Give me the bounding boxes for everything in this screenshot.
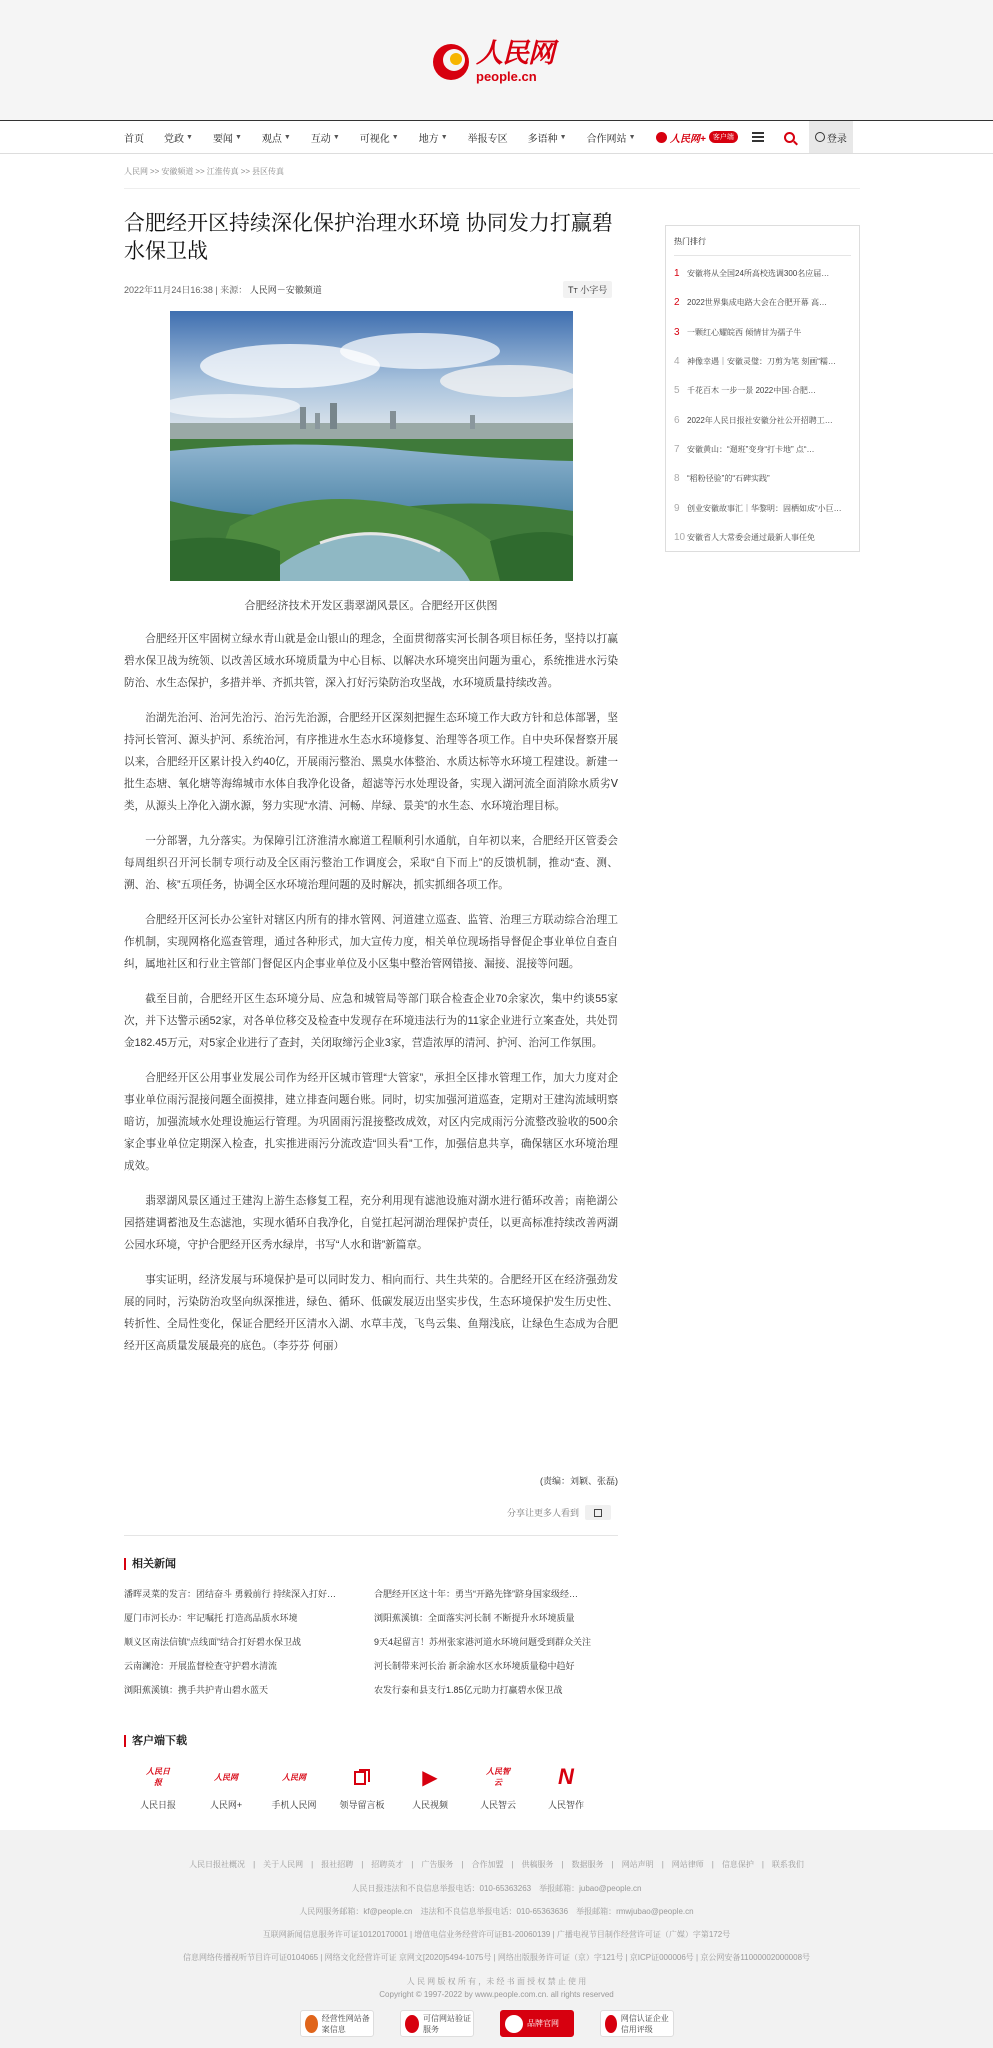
article-paragraph: 翡翠湖风景区通过王建沟上游生态修复工程，充分利用现有滤池设施对湖水进行循环改善；南艳湖公园搭建调蓄池及生态滤池，实现水循环自我净化，自觉扛起河湖治理保护责任，以更高标准持续改善两湖公园水环境，守护合肥经开区秀水绿岸，书写“人水和谐”新篇章。 [124, 1195, 618, 1251]
footer-link-separator: | [761, 1860, 764, 1869]
hot-ranking-item[interactable] [674, 435, 851, 464]
footer-link[interactable]: 网站律师 [671, 1860, 704, 1869]
nav-item-label: 党政 [164, 133, 184, 145]
footer-copyright-en: Copyright © 1997-2022 by www.people.com.cn. all rights reserved [379, 1990, 614, 1999]
chevron-down-icon: ▼ [440, 133, 448, 141]
article-paragraph: 事实证明，经济发展与环境保护是可以同时发力、相向而行、共生共荣的。合肥经开区在经济强劲发展的同时，污染防治攻坚向纵深推进，绿色、循环、低碳发展迈出坚实步伐，生态环境保护发生历史性、转折性、全局性变化，保证合肥经开区清水入湖、水草丰茂，飞鸟云集、鱼翔浅底，让绿色生态成为合肥经开区高质量发展最亮的底色。（李芬芬 何丽） [124, 1274, 618, 1352]
footer-report-line: 人民日报违法和不良信息举报电话：010-65363263 举报邮箱：jubao@people.cn [351, 1884, 642, 1893]
people-daily-icon: 人民日报 [146, 1767, 170, 1787]
menu-icon[interactable] [752, 132, 764, 142]
article-date: 2022年11月24日16:38 [124, 285, 213, 295]
site-footer [0, 1830, 993, 2048]
footer-link[interactable]: 合作加盟 [471, 1860, 504, 1869]
hot-ranking-link: 安徽省人大常委会通过最新人事任免 [687, 532, 815, 542]
app-name: 人民日报 [139, 1800, 176, 1810]
hot-ranking-item[interactable] [674, 318, 851, 347]
footer-link-separator: | [411, 1860, 414, 1869]
footer-badge[interactable] [400, 2010, 474, 2037]
related-news-link[interactable]: 河长制带来河长治 新余渝水区水环境质量稳中趋好 [374, 1661, 575, 1671]
app-name: 人民网+ [209, 1800, 243, 1810]
nav-item-0[interactable] [124, 130, 144, 145]
footer-license-line: 互联网新闻信息服务许可证10120170001 | 增值电信业务经营许可证B1-20060139 | 广播电视节目制作经营许可证（广媒）字第172号 [262, 1930, 731, 1939]
badge-emblem-icon [605, 2015, 617, 2033]
related-news-link[interactable]: 潘晖灵菜的发言：团结奋斗 勇毅前行 持续深入打好… [124, 1589, 337, 1599]
nav-item-label: 可视化 [359, 133, 390, 145]
footer-link-separator: | [461, 1860, 464, 1869]
article-paragraph: 合肥经开区公用事业发展公司作为经开区城市管理“大管家”，承担全区排水管理工作，加大力度对企事业单位雨污混接问题全面摸排，建立排查问题台账。同时，切实加强河道巡查，定期对王建沟流域明察暗访，加强流域水处理设施运行管理。为巩固雨污混接整改成效，对区内完成雨污分流整改验收的500余家企事业单位定期深入检查，扎实推进雨污分流改造“回头看”工作，加强信息共享，确保辖区水环境治理成效。 [124, 1072, 618, 1172]
hot-ranking-link: 2022世界集成电路大会在合肥开幕 高… [687, 298, 828, 308]
nav-item-9[interactable] [587, 130, 636, 145]
login-label: 登录 [826, 133, 847, 145]
hot-ranking-panel [665, 225, 860, 552]
footer-link[interactable]: 供稿服务 [521, 1860, 554, 1869]
footer-link-separator: | [311, 1860, 314, 1869]
footer-link[interactable]: 招聘英才 [371, 1860, 404, 1869]
rank-number: 6 [674, 414, 680, 426]
footer-link-separator: | [511, 1860, 514, 1869]
related-news-link[interactable]: 厦门市河长办：牢记嘱托 打造高品质水环境 [124, 1613, 298, 1623]
app-list [124, 1762, 600, 1811]
rank-number: 9 [674, 502, 680, 514]
breadcrumb-separator: >> [240, 167, 251, 176]
site-header [0, 0, 993, 120]
nav-item-8[interactable] [528, 130, 567, 145]
chevron-down-icon: ▼ [283, 133, 291, 141]
chevron-down-icon: ▼ [332, 133, 340, 141]
smart-create-icon: N [558, 1764, 574, 1789]
source-label: | 来源： [215, 285, 248, 295]
hot-ranking-item[interactable] [674, 405, 851, 434]
related-news-link[interactable]: 顺义区南法信镇“点线面”结合打好碧水保卫战 [124, 1637, 301, 1647]
chevron-down-icon: ▼ [628, 133, 636, 141]
divider [124, 188, 860, 189]
share-label: 分享让更多人看到 [507, 1508, 580, 1518]
breadcrumb-link[interactable]: 县区传真 [252, 167, 285, 176]
main-nav [0, 120, 993, 154]
mobile-people-icon: 人民网 [282, 1772, 306, 1782]
hot-ranking-title: 热门排行 [674, 237, 706, 246]
article-paragraph: 治湖先治河、治河先治污、治污先治源，合肥经开区深刻把握生态环境工作大政方针和总体部署，坚持河长管河、源头护河、系统治河，有序推进水生态水环境修复、治理等各项工作。自中央环保督察开展以来，合肥经开区累计投入约40亿，开展雨污整治、黑臭水体整治、水质达标等水环境工程建设。新建一批生态塘、氧化塘等海绵城市水体自我净化设备，超滤等污水处理设备，实现入湖河流全面消除水质劣Ⅴ类，从源头上净化入湖水源，努力实现“水清、河畅、岸绿、景美”的水生态、水环境治理目标。 [124, 712, 618, 812]
article-title: 合肥经开区持续深化保护治理水环境 协同发力打赢碧水保卫战 [124, 212, 613, 263]
divider [674, 255, 851, 256]
chevron-down-icon: ▼ [234, 133, 242, 141]
related-news-link[interactable]: 云南澜沧：开展监督检查守护碧水清流 [124, 1661, 278, 1671]
footer-link-separator: | [561, 1860, 564, 1869]
footer-link-separator: | [611, 1860, 614, 1869]
badge-emblem-icon [505, 2015, 523, 2033]
nav-item-label: 合作网站 [586, 133, 627, 145]
font-size-toggle[interactable] [563, 281, 612, 298]
app-download-title: 客户端下载 [124, 1735, 187, 1747]
rank-number: 4 [674, 356, 680, 368]
rank-number: 10 [674, 531, 686, 543]
app-name: 手机人民网 [271, 1800, 317, 1810]
share-area [507, 1505, 611, 1520]
share-button[interactable] [585, 1505, 611, 1520]
hot-ranking-item[interactable] [674, 493, 851, 522]
related-news-link[interactable]: 农发行泰和县支行1.85亿元助力打赢碧水保卫战 [374, 1685, 563, 1695]
rank-number: 2 [674, 297, 680, 309]
app-5[interactable] [464, 1762, 532, 1811]
footer-link[interactable]: 网站声明 [621, 1860, 654, 1869]
related-news-title: 相关新闻 [124, 1558, 176, 1570]
breadcrumb-separator: >> [150, 167, 160, 176]
smart-cloud-icon: 人民智云 [486, 1767, 510, 1787]
chevron-down-icon: ▼ [391, 133, 399, 141]
breadcrumb-link[interactable]: 人民网 [124, 167, 148, 176]
footer-badge-label: 网信认证企业信用评级 [620, 2013, 669, 2034]
user-icon [815, 132, 825, 142]
footer-badge[interactable] [600, 2010, 674, 2037]
app-logo-icon [656, 132, 667, 143]
hot-ranking-link: 2022年人民日报社安徽分社公开招聘工… [687, 415, 833, 425]
hot-ranking-item[interactable] [674, 347, 851, 376]
article-paragraph: 合肥经开区牢固树立绿水青山就是金山银山的理念，全面贯彻落实河长制各项目标任务，坚持以打赢碧水保卫战为统领、以改善区域水环境质量为中心目标、以解决水环境突出问题为重心，系统推进水污染防治、水生态保护，多措并举、齐抓共管，深入打好污染防治攻坚战，水环境质量持续改善。 [124, 633, 618, 689]
app-6[interactable] [532, 1762, 600, 1811]
app-name: 人民智云 [479, 1800, 516, 1810]
search-icon[interactable] [784, 132, 795, 143]
badge-emblem-icon [305, 2015, 318, 2033]
article-editor: (责编：刘颖、张磊) [540, 1476, 618, 1486]
nav-item-label: 要闻 [212, 133, 233, 145]
badge-emblem-icon [405, 2015, 419, 2033]
hot-ranking-link: 安徽黄山：“遛班”变身“打卡地” 点“… [687, 444, 815, 454]
breadcrumb [124, 166, 286, 177]
article-meta [124, 283, 322, 296]
footer-license-line-2: 信息网络传播视听节目许可证0104065 | 网络文化经营许可证 京网文[2020]5494-1075号 | 网络出版服务许可证（京）字121号 | 京ICP证000006号 | 京公网安备11000002000008号 [182, 1953, 811, 1962]
rank-number: 1 [674, 268, 680, 280]
footer-link[interactable]: 广告服务 [421, 1860, 454, 1869]
app-name: 人民网+ [670, 133, 706, 145]
hot-ranking-item[interactable] [674, 464, 851, 493]
hot-ranking-item[interactable] [674, 376, 851, 405]
app-download-link[interactable] [656, 130, 738, 145]
app-pill: 客户端 [709, 131, 738, 143]
article-body [124, 628, 618, 1370]
footer-link[interactable]: 人民日报社概况 [189, 1860, 246, 1869]
logo-cn-text: 人民网 [476, 37, 554, 69]
rank-number: 5 [674, 385, 680, 397]
article-paragraph: 一分部署，九分落实。为保障引江济淮清水廊道工程顺利引水通航，自年初以来，合肥经开区管委会每周组织召开河长制专项行动及全区雨污整治工作调度会，采取“自下而上”的反馈机制，推动“查、测、溯、治、核”五项任务，协调全区水环境治理问题的及时解决，抓实抓细各项工作。 [124, 835, 618, 891]
logo-swirl-icon [430, 40, 472, 82]
nav-item-label: 观点 [261, 133, 282, 145]
footer-link-separator: | [253, 1860, 256, 1869]
people-logo[interactable] [430, 36, 560, 86]
login-button[interactable] [809, 121, 853, 153]
hot-ranking-list [674, 259, 851, 552]
related-news-link[interactable]: 浏阳蕉溪镇：携手共护青山碧水蓝天 [124, 1685, 269, 1695]
message-board-icon [347, 1762, 377, 1792]
footer-badge-label: 可信网站验证服务 [423, 2013, 472, 2034]
article-paragraph: 截至目前，合肥经开区生态环境分局、应急和城管局等部门联合检查企业70余家次，集中约谈55家次，并下达警示函52家，对各单位移交及检查中发现存在环境违法行为的11家企业进行立案查处，共处罚金182.45万元，对5家企业进行了查封，关闭取缔污企业3家，营造浓厚的清河、护河、治河工作氛围。 [124, 993, 618, 1049]
related-news-link[interactable]: 合肥经开区这十年：勇当“开路先锋”跻身国家级经… [374, 1589, 578, 1599]
nav-item-5[interactable] [360, 130, 399, 145]
hot-ranking-link: 安徽将从全国24所高校选调300名应届… [687, 269, 830, 279]
related-news-link[interactable]: 9天4起留言！苏州张家港河道水环境问题受到群众关注 [374, 1637, 592, 1647]
hot-ranking-link: 神像幸遇｜安徽灵璧：刀剪为笔 刻画“糯… [687, 357, 836, 367]
footer-link-separator: | [361, 1860, 364, 1869]
nav-item-6[interactable] [419, 130, 448, 145]
footer-link[interactable]: 信息保护 [721, 1860, 754, 1869]
footer-link[interactable]: 数据服务 [571, 1860, 604, 1869]
app-3[interactable] [328, 1762, 396, 1811]
logo-en-text: people.cn [476, 68, 537, 84]
hot-ranking-item[interactable] [674, 288, 851, 317]
hot-ranking-link: “稻粉径验”的“石碑实践” [687, 474, 770, 484]
people-plus-icon: 人民网 [214, 1772, 238, 1782]
footer-badge-label: 经营性网站备案信息 [321, 2013, 370, 2034]
related-news-link[interactable]: 浏阳蕉溪镇：全面落实河长制 不断提升水环境质量 [374, 1613, 575, 1623]
app-name: 领导留言板 [339, 1800, 385, 1810]
hot-ranking-item[interactable] [674, 523, 851, 552]
rank-number: 7 [674, 443, 680, 455]
divider [124, 1535, 618, 1536]
nav-item-2[interactable] [213, 130, 242, 145]
footer-badge-label: 品牌官网 [527, 2019, 559, 2028]
share-icon [594, 1509, 602, 1517]
related-news-list [124, 1587, 618, 1697]
footer-link[interactable]: 报社招聘 [321, 1860, 354, 1869]
breadcrumb-link[interactable]: 安徽频道 [161, 167, 194, 176]
article-photo [170, 311, 573, 581]
footer-service-line: 人民网服务邮箱：kf@people.cn 违法和不良信息举报电话：010-65363636 举报邮箱：rmwjubao@people.cn [299, 1907, 694, 1916]
footer-copyright-cn: 人 民 网 版 权 所 有 ，未 经 书 面 授 权 禁 止 使 用 [406, 1977, 587, 1986]
app-name: 人民智作 [547, 1800, 584, 1810]
font-size-label: 小字号 [580, 285, 608, 295]
nav-item-label: 地方 [418, 133, 439, 145]
footer-badge[interactable] [500, 2010, 574, 2037]
nav-item-7[interactable] [468, 130, 508, 145]
nav-item-label: 举报专区 [467, 133, 508, 145]
hot-ranking-item[interactable] [674, 259, 851, 288]
hot-ranking-link: 创业安徽故事汇｜华黎明：固栖如成“小巨… [687, 503, 842, 513]
app-0[interactable] [124, 1762, 192, 1811]
nav-item-4[interactable] [311, 130, 340, 145]
rank-number: 3 [674, 326, 680, 338]
font-size-icon: TT [568, 285, 578, 295]
breadcrumb-link[interactable]: 江淮传真 [206, 167, 239, 176]
app-1[interactable] [192, 1762, 260, 1811]
footer-link[interactable]: 关于人民网 [263, 1860, 304, 1869]
nav-item-label: 首页 [124, 133, 144, 145]
nav-item-label: 互动 [310, 133, 331, 145]
footer-link-separator: | [711, 1860, 714, 1869]
app-name: 人民视频 [411, 1800, 448, 1810]
hot-ranking-link: 千花百木 一步一景 2022中国·合肥… [687, 386, 816, 396]
article-source[interactable]: 人民网－安徽频道 [249, 285, 322, 295]
article-paragraph: 合肥经开区河长办公室针对辖区内所有的排水管网、河道建立巡查、监管、治理三方联动综合治理工作机制，实现网格化巡查管理，通过各种形式，加大宣传力度，相关单位现场指导督促企事业单位自查自纠，属地社区和行业主管部门督促区内企事业单位及小区集中整治管网错接、漏接、混接等问题。 [124, 914, 618, 970]
rank-number: 8 [674, 473, 680, 485]
hot-ranking-link: 一颗红心耀皖西 倾情甘为孺子牛 [687, 327, 802, 337]
nav-item-1[interactable] [164, 130, 193, 145]
footer-links [0, 1859, 993, 1870]
video-play-icon: ▶ [422, 1766, 438, 1789]
nav-item-label: 多语种 [527, 133, 558, 145]
nav-item-3[interactable] [262, 130, 291, 145]
photo-caption: 合肥经济技术开发区翡翠湖风景区。合肥经开区供图 [244, 600, 498, 612]
footer-link-separator: | [661, 1860, 664, 1869]
app-4[interactable] [396, 1762, 464, 1811]
chevron-down-icon: ▼ [559, 133, 567, 141]
breadcrumb-separator: >> [195, 167, 205, 176]
footer-badges [300, 2010, 700, 2037]
chevron-down-icon: ▼ [186, 133, 193, 141]
footer-badge[interactable] [300, 2010, 374, 2037]
app-2[interactable] [260, 1762, 328, 1811]
footer-link[interactable]: 联系我们 [771, 1860, 804, 1869]
